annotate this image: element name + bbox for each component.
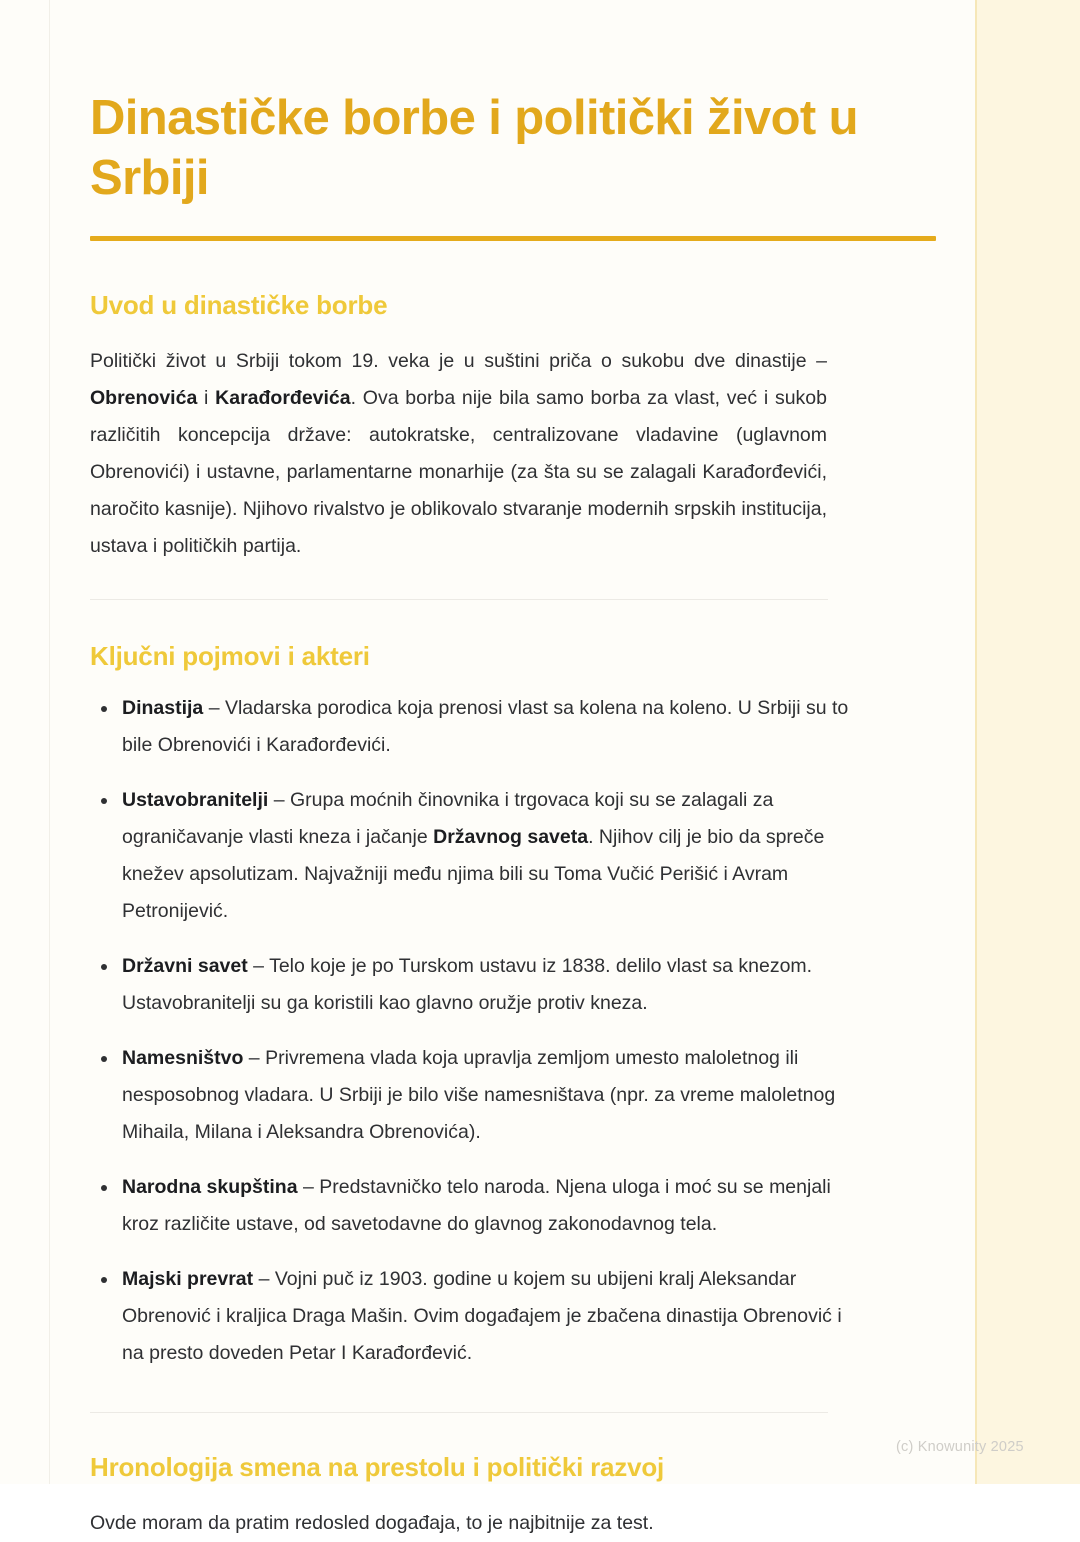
list-item-text: Privremena vlada koja upravlja zemljom umesto maloletnog ili nesposobnog vladara. U Srbiji je bilo više namesništava (npr. za vreme maloletnog Mihaila, Milana i Aleksandra Obrenovića). bbox=[122, 1047, 836, 1143]
key-terms-list bbox=[90, 672, 850, 1372]
bullet-dot-icon bbox=[101, 1277, 107, 1283]
paragraph-hronologija: Ovde moram da pratim redosled događaja, to je najbitnije za test. bbox=[90, 1512, 654, 1534]
section-heading-kljucni: Ključni pojmovi i akteri bbox=[90, 641, 370, 671]
list-item-dash: – bbox=[243, 1047, 266, 1069]
document-content bbox=[90, 0, 936, 1542]
paragraph-uvod-part2: i bbox=[197, 387, 216, 409]
bullet-dot-icon bbox=[101, 706, 107, 712]
list-item bbox=[90, 1261, 850, 1372]
list-item bbox=[90, 1169, 850, 1243]
paragraph-uvod-part3: . Ova borba nije bila samo borba za vlast, već i sukob različitih koncepcija države: autokratske, centralizovane vladavine (uglavnom Obrenovići) i ustavne, parlamentarne monarhije (za šta su se zalagali Karađorđevići, naročito kasnije). Njihovo rivalstvo je oblikovalo stvaranje modernih srpskih institucija, ustava i političkih partija. bbox=[90, 387, 827, 557]
list-item-dash: – bbox=[297, 1176, 320, 1198]
list-item bbox=[90, 948, 850, 1022]
page-side-band bbox=[975, 0, 1080, 1484]
copyright-watermark: (c) Knowunity 2025 bbox=[896, 1439, 1024, 1455]
list-item-term: Državni savet bbox=[122, 955, 248, 977]
list-item-term: Namesništvo bbox=[122, 1047, 244, 1069]
list-item-text: Predstavničko telo naroda. Njena uloga i moć su se menjali kroz različite ustave, od savetodavne do glavnog zakonodavnog tela. bbox=[122, 1176, 831, 1235]
bullet-dot-icon bbox=[101, 964, 107, 970]
list-item-text: Vojni puč iz 1903. godine u kojem su ubijeni kralj Aleksandar Obrenović i kraljica Draga Mašin. Ovim događajem je zbačena dinastija Obrenović i na presto doveden Petar I Karađorđević. bbox=[122, 1268, 842, 1364]
term-karadjordjevica: Karađorđevića bbox=[215, 387, 351, 409]
list-item bbox=[90, 1040, 850, 1151]
paragraph-uvod bbox=[90, 321, 827, 565]
paragraph-uvod-part1: Politički život u Srbiji tokom 19. veka je u suštini priča o sukobu dve dinastije – bbox=[90, 350, 827, 372]
list-item bbox=[90, 690, 850, 764]
list-item-term: Dinastija bbox=[122, 697, 204, 719]
list-item-dash: – bbox=[253, 1268, 275, 1290]
list-item-text: Vladarska porodica koja prenosi vlast sa kolena na koleno. U Srbiji su to bile Obrenovići i Karađorđevići. bbox=[122, 697, 849, 756]
bullet-dot-icon bbox=[101, 1185, 107, 1191]
bullet-dot-icon bbox=[101, 798, 107, 804]
bullet-dot-icon bbox=[101, 1056, 107, 1062]
page-title: Dinastičke borbe i politički život u Srbiji bbox=[90, 91, 858, 205]
term-obrenovica: Obrenovića bbox=[90, 387, 198, 409]
section-heading-hronologija: Hronologija smena na prestolu i politički razvoj bbox=[90, 1452, 665, 1482]
list-item bbox=[90, 782, 850, 930]
list-item-term: Majski prevrat bbox=[122, 1268, 254, 1290]
list-item-dash: – bbox=[203, 697, 225, 719]
list-item-dash: – bbox=[247, 955, 270, 977]
page-side-band-edge bbox=[975, 0, 977, 1484]
list-item-term: Ustavobranitelji bbox=[122, 789, 269, 811]
list-item-dash: – bbox=[268, 789, 290, 811]
list-item-text: Telo koje je po Turskom ustavu iz 1838. delilo vlast sa knezom. Ustavobranitelji su ga koristili kao glavno oružje protiv kneza. bbox=[122, 955, 813, 1014]
section-heading-uvod: Uvod u dinastičke borbe bbox=[90, 290, 388, 320]
list-item-term: Narodna skupština bbox=[122, 1176, 298, 1198]
list-item-inner-term: Državnog saveta bbox=[433, 826, 589, 848]
page-margin-guide bbox=[49, 0, 50, 1484]
list-item-text-after: . Njihov cilj je bio da spreče knežev apsolutizam. Najvažniji među njima bili su Toma Vučić Perišić i Avram Petronijević. bbox=[122, 826, 825, 922]
list-item-text-before: Grupa moćnih činovnika i trgovaca koji su se zalagali za ograničavanje vlasti kneza i jačanje bbox=[122, 789, 774, 848]
